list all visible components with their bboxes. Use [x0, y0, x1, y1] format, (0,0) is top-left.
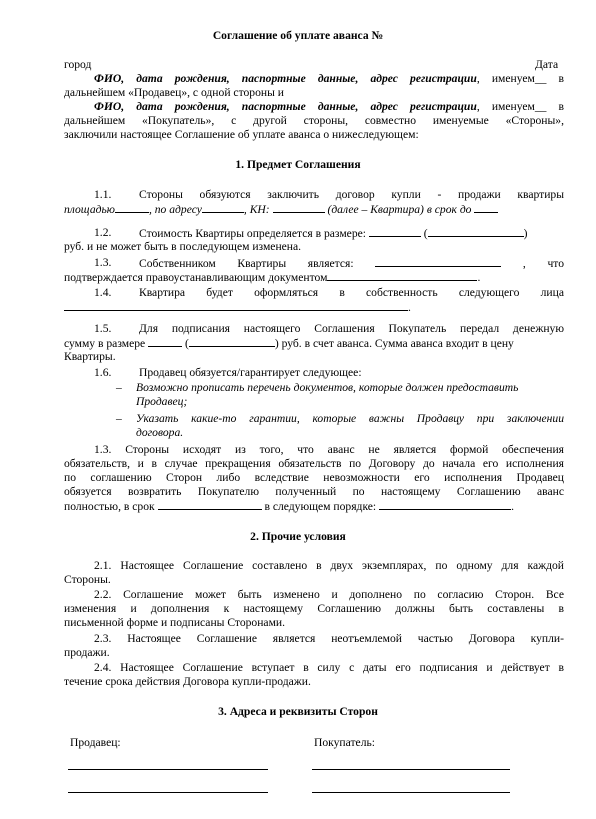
owner-tail: , что [522, 257, 564, 270]
clause-2-4-line-1: 2.4. Настоящее Соглашение вступает в силу с даты его подписания и действует в [94, 661, 564, 674]
clause-1-6-line-1: Продавец обязуется/гарантирует следующее: [139, 366, 362, 379]
seller-signature-line-1 [68, 769, 268, 770]
clause-1-1-number: 1.1. [94, 188, 112, 201]
clause-1-5-line-3: Квартиры. [64, 350, 116, 363]
bullet-2-line-1: Указать какие-то гарантии, которые важны Продавцу при заключении [136, 412, 564, 425]
clause-2-2-line-3: письменной форме и подписаны Сторонами. [64, 616, 286, 629]
refund-order-blank [379, 499, 511, 510]
deadline-blank [474, 202, 498, 213]
address-label: , по адресу [148, 203, 202, 216]
cadastral-blank [273, 202, 325, 213]
seller-tail: , именуем__ в [476, 72, 564, 85]
clause-1-3b-line-1: 1.3. Стороны исходят из того, что аванс не является формой обеспечения [94, 443, 564, 456]
seller-intro-line [94, 72, 564, 86]
advance-open-paren: ( [184, 337, 189, 350]
bullet-dash-1: – [116, 381, 122, 394]
bullet-2-line-2: договора. [136, 426, 184, 439]
clause-1-3-line-1 [139, 256, 564, 271]
buyer-fields: ФИО, дата рождения, паспортные данные, адрес регистрации [94, 100, 477, 113]
deadline-label: (далее – Квартира) в срок до [327, 203, 472, 216]
price-open-paren: ( [423, 227, 428, 240]
clause-1-2-number: 1.2. [94, 226, 112, 239]
buyer-tail: , именуем__ в [476, 100, 564, 113]
advance-label: сумму в размере [64, 337, 146, 350]
buyer-signature-label: Покупатель: [314, 736, 375, 749]
address-blank [202, 202, 244, 213]
clause-1-3b-line-3: по соглашению Сторон либо вследствие невозможности его исполнения Продавец [64, 471, 564, 484]
clause-2-3-line-1: 2.3. Настоящее Соглашение является неотъемлемой частью Договора купли- [94, 632, 564, 645]
advance-tail: ) руб. в счет аванса. Сумма аванса входит в цену [274, 337, 514, 350]
area-label: площадью [64, 203, 115, 216]
date-label: Дата [535, 58, 559, 71]
buyer-intro-line [94, 100, 564, 114]
clause-2-4-line-2: течение срока действия Договора купли-продажи. [64, 675, 311, 688]
area-blank [115, 202, 149, 213]
title-doc-blank [327, 270, 477, 281]
bullet-1-line-1: Возможно прописать перечень документов, которые должен предоставить [136, 381, 519, 394]
buyer-role-line: дальнейшем «Покупатель», с другой стороны, совместно именуемые «Стороны», [64, 114, 564, 127]
city-label: город [64, 58, 92, 71]
price-close-paren: ) [523, 227, 528, 240]
clause-1-3b-line-2: обязательств, и в случае прекращения обязательств по Договору до начала его исполнения [64, 457, 564, 470]
clause-1-2-line-2: руб. и не может быть в последующем изменена. [64, 240, 302, 253]
clause-2-2-line-1: 2.2. Соглашение может быть изменено и дополнено по согласию Сторон. Все [94, 588, 564, 601]
price-label: Стоимость Квартиры определяется в размере: [139, 227, 366, 240]
refund-term-blank [158, 499, 262, 510]
bullet-dash-2: – [116, 412, 122, 425]
cadastral-label: , КН: [243, 203, 270, 216]
owner-label: Собственником Квартиры является: [139, 257, 354, 270]
seller-fields: ФИО, дата рождения, паспортные данные, адрес регистрации [94, 72, 477, 85]
advance-words-blank [189, 336, 275, 347]
seller-signature-line-2 [68, 792, 268, 793]
clause-2-3-line-2: продажи. [64, 646, 110, 659]
price-blank [369, 226, 421, 237]
seller-role-line: дальнейшем «Продавец», с одной стороны и [64, 86, 284, 99]
section-2-heading: 2. Прочие условия [250, 530, 346, 543]
section-3-heading: 3. Адреса и реквизиты Сторон [218, 705, 378, 718]
new-owner-blank [64, 300, 408, 311]
clause-1-3b-line-5: полностью, в срок в следующем порядке: . [64, 500, 514, 513]
agreement-intro-line: заключили настоящее Соглашение об уплате аванса о нижеследующем: [64, 128, 419, 141]
clause-1-1-line-2 [64, 202, 498, 217]
title-doc-label: подтверждается правоустанавливающим документом [64, 271, 328, 284]
clause-2-1-line-1: 2.1. Настоящее Соглашение составлено в двух экземплярах, по одному для каждой [94, 559, 564, 572]
bullet-1-line-2: Продавец; [136, 395, 188, 408]
seller-signature-label: Продавец: [70, 736, 121, 749]
price-words-blank [428, 226, 524, 237]
advance-blank [148, 336, 182, 347]
clause-1-4-line-1: Квартира будет оформляться в собственность следующего лица [139, 286, 564, 299]
clause-1-3-line-2: подтверждается правоустанавливающим документом . [64, 271, 481, 284]
owner-blank [375, 256, 501, 267]
clause-1-3-number: 1.3. [94, 256, 112, 269]
refund-term-label: полностью, в срок [64, 500, 155, 513]
buyer-signature-line-1 [312, 769, 510, 770]
clause-2-2-line-2: изменения и дополнения к настоящему Соглашению должны быть составлены в [64, 602, 564, 615]
clause-1-5-line-2 [64, 336, 514, 351]
clause-1-3b-line-4: обязуется возвратить Покупателю полученный по настоящему Соглашению аванс [64, 485, 564, 498]
clause-1-2-line-1 [139, 226, 528, 241]
document-title: Соглашение об уплате аванса № [212, 29, 384, 42]
clause-1-5-number: 1.5. [94, 322, 112, 335]
clause-2-1-line-2: Стороны. [64, 573, 111, 586]
clause-1-4-number: 1.4. [94, 286, 112, 299]
section-1-heading: 1. Предмет Соглашения [235, 158, 361, 171]
refund-order-label: в следующем порядке: [264, 500, 377, 513]
clause-1-1-line-1: Стороны обязуются заключить договор купли - продажи квартиры [139, 188, 564, 201]
clause-1-4-line-2: . [64, 300, 411, 315]
buyer-signature-line-2 [312, 792, 510, 793]
clause-1-5-line-1: Для подписания настоящего Соглашения Покупатель передал денежную [139, 322, 564, 335]
clause-1-6-number: 1.6. [94, 366, 112, 379]
